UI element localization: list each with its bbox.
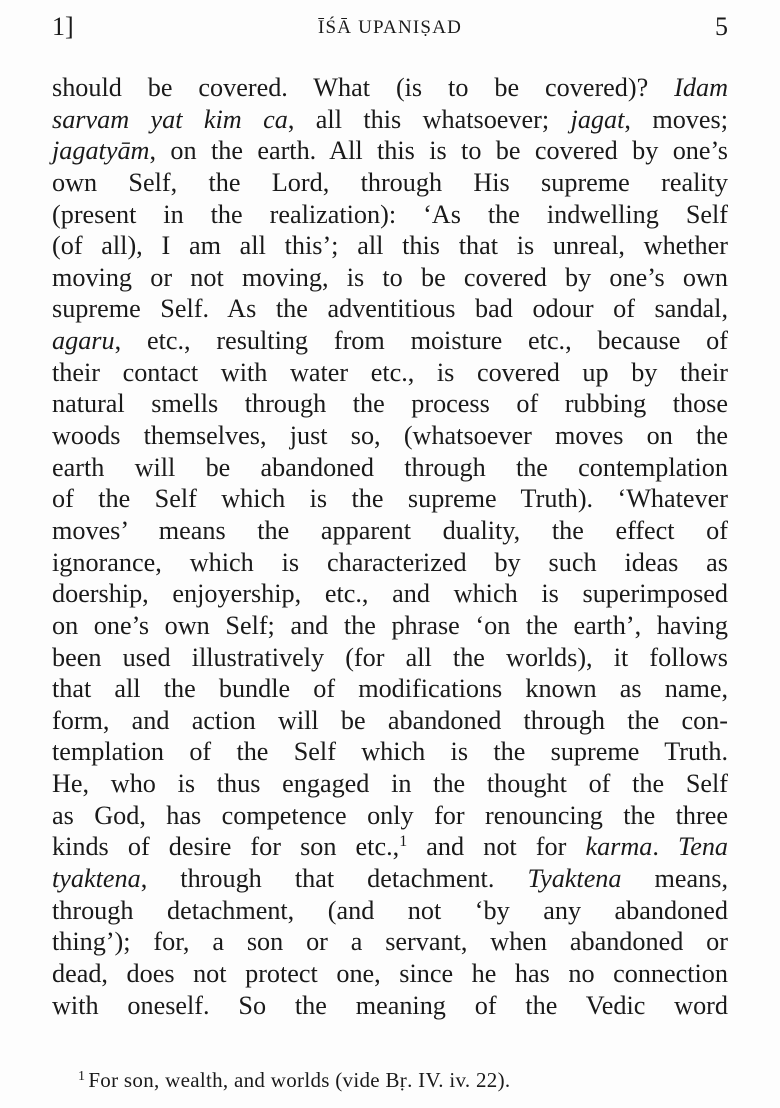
section-marker: 1]: [52, 12, 74, 41]
text-line: [52, 199, 728, 231]
text-segment: He, who is thus engaged in the thought of the Self: [52, 769, 728, 799]
text-segment: through detachment, (and not ‘by any abandoned: [52, 895, 728, 925]
text-line: [52, 578, 728, 610]
text-segment: own Self, the Lord, through His supreme reality: [52, 167, 728, 197]
text-line: [52, 958, 728, 990]
text-line: [52, 104, 728, 136]
text-line: [52, 357, 728, 389]
text-segment: , all this whatsoever;: [287, 104, 571, 134]
text-line: [52, 452, 728, 484]
text-segment: moving or not moving, is to be covered by one’s own: [52, 262, 728, 292]
text-line: [52, 515, 728, 547]
text-line: [52, 895, 728, 927]
italic-term: Tena: [678, 832, 729, 862]
text-segment: been used illustratively (for all the worlds), it follows: [52, 642, 728, 672]
text-segment: kinds of desire for son etc.,: [52, 832, 400, 862]
text-segment: templation of the Self which is the supreme Truth.: [52, 737, 728, 767]
italic-term: karma: [585, 832, 653, 862]
text-segment: their contact with water etc., is covered up by their: [52, 357, 728, 387]
text-segment: woods themselves, just so, (whatsoever moves on the: [52, 421, 728, 451]
text-line: [52, 262, 728, 294]
text-line: [52, 990, 728, 1022]
page-number: 5: [715, 12, 728, 41]
text-line: [52, 167, 728, 199]
text-segment: moves’ means the apparent duality, the effect of: [52, 515, 728, 545]
text-segment: on one’s own Self; and the phrase ‘on the earth’, having: [52, 610, 728, 640]
text-line: [52, 230, 728, 262]
text-segment: doership, enjoyership, etc., and which is superimposed: [52, 579, 728, 609]
text-segment: , through that detachment.: [140, 864, 528, 894]
text-segment: thing’); for, a son or a servant, when abandoned or: [52, 927, 728, 957]
text-segment: , moves;: [624, 104, 728, 134]
text-line: [52, 642, 728, 674]
text-segment: means,: [621, 864, 729, 894]
text-line: [52, 768, 728, 800]
running-title: ĪŚĀ UPANIṢAD: [317, 17, 463, 38]
italic-term: jagatyām: [52, 136, 150, 166]
text-line: [52, 483, 728, 515]
text-segment: (present in the realization): ‘As the indwelling Self: [52, 199, 728, 229]
text-segment: earth will be abandoned through the contemplation: [52, 452, 728, 482]
text-line: [52, 388, 728, 420]
text-segment: with oneself. So the meaning of the Vedic word: [52, 990, 728, 1020]
text-line: [52, 547, 728, 579]
text-line: [52, 420, 728, 452]
text-line: [52, 736, 728, 768]
text-line: [52, 293, 728, 325]
text-line: [52, 863, 728, 895]
text-line: [52, 705, 728, 737]
footnote-marker: 1: [78, 1069, 86, 1084]
text-segment: , etc., resulting from moisture etc., because of: [114, 326, 728, 356]
italic-term: jagat: [570, 104, 625, 134]
text-line: [52, 610, 728, 642]
text-line: [52, 325, 728, 357]
text-line: [52, 831, 728, 863]
footnote: [78, 1066, 510, 1094]
text-segment: that all the bundle of modifications known as name,: [52, 674, 728, 704]
text-line: [52, 926, 728, 958]
text-segment: natural smells through the process of rubbing those: [52, 389, 728, 419]
text-segment: should be covered. What (is to be covered)?: [52, 73, 675, 102]
text-line: [52, 72, 728, 104]
italic-term: tyaktena: [52, 864, 141, 894]
footnote-reference: 1: [399, 833, 408, 851]
text-segment: .: [652, 832, 679, 862]
footnote-text: For son, wealth, and worlds (vide Bṛ. IV. iv. 22).: [88, 1068, 511, 1092]
italic-term: Idam: [674, 73, 728, 102]
body-text: [52, 72, 728, 1021]
text-segment: form, and action will be abandoned through the con-: [52, 705, 728, 735]
text-segment: of the Self which is the supreme Truth). ‘Whatever: [52, 484, 728, 514]
text-line: [52, 673, 728, 705]
text-segment: as God, has competence only for renouncing the three: [52, 800, 728, 830]
text-segment: dead, does not protect one, since he has no connection: [52, 958, 728, 988]
text-segment: , on the earth. All this is to be covered by one’s: [149, 136, 728, 166]
text-segment: and not for: [407, 832, 586, 862]
text-segment: ignorance, which is characterized by such ideas as: [52, 547, 728, 577]
text-line: [52, 135, 728, 167]
italic-term: sarvam yat kim ca: [52, 104, 288, 134]
italic-term: Tyaktena: [527, 864, 622, 894]
text-segment: (of all), I am all this’; all this that is unreal, whether: [52, 231, 728, 261]
running-head: [52, 10, 728, 44]
italic-term: agaru: [52, 326, 115, 356]
text-segment: supreme Self. As the adventitious bad odour of sandal,: [52, 294, 728, 324]
text-line: [52, 800, 728, 832]
